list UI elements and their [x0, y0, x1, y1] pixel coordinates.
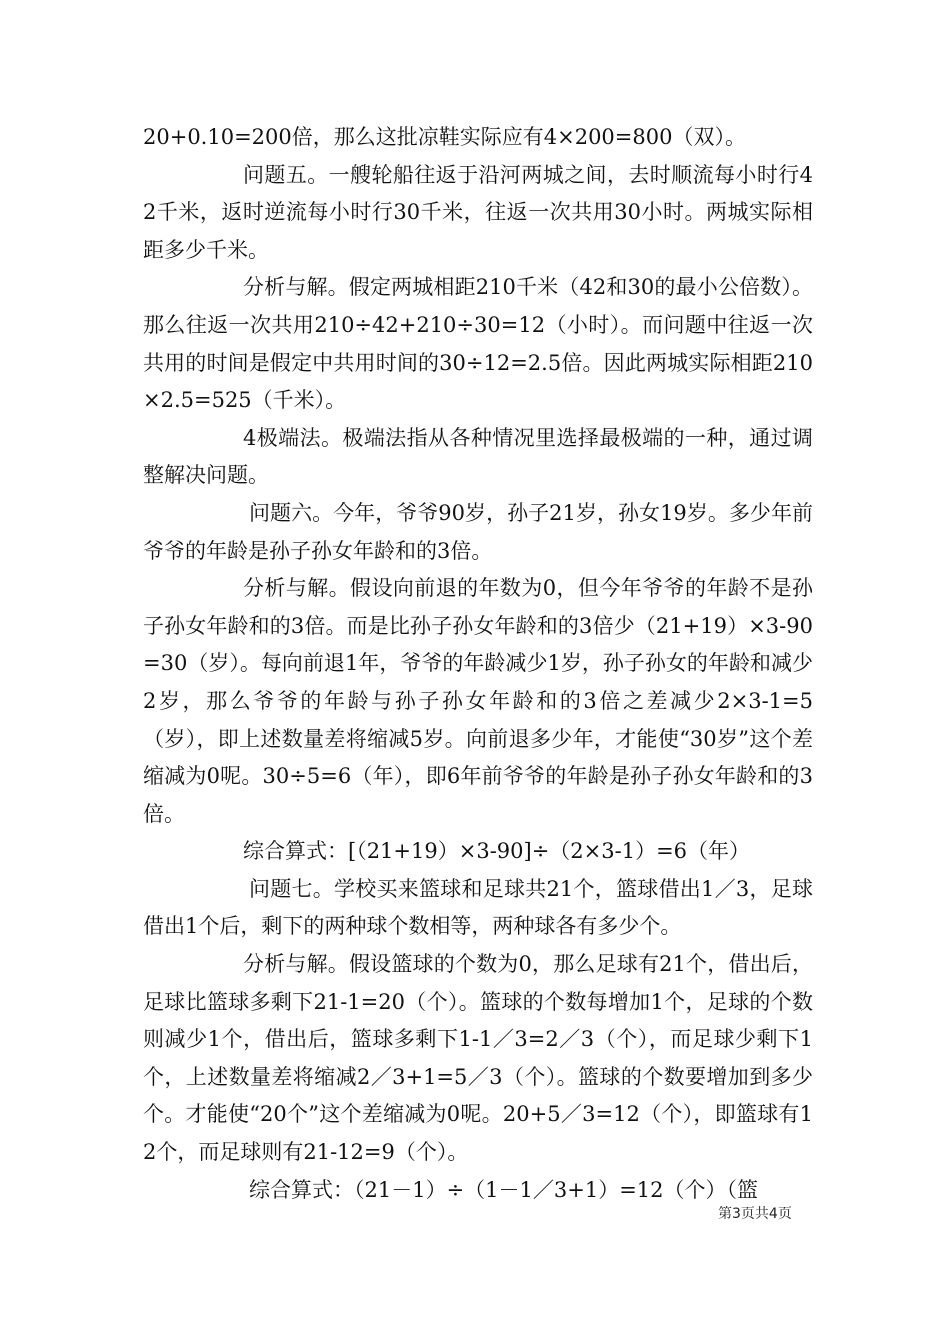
paragraph-extreme-method: 4极端法。极端法指从各种情况里选择最极端的一种，通过调整解决问题。: [143, 425, 813, 488]
paragraph-formula-6: 综合算式：[（21+19）×3-90]÷（2×3-1）=6（年）: [243, 839, 751, 864]
paragraph-problem-5: 问题五。一艘轮船往返于沿河两城之间，去时顺流每小时行42千米，返时逆流每小时行30千米，往返一次共用30小时。两城实际相距多少千米。: [143, 162, 813, 262]
paragraph-problem-6: 问题六。今年，爷爷90岁，孙子21岁，孙女19岁。多少年前爷爷的年龄是孙子孙女年龄和的3倍。: [143, 500, 813, 563]
paragraph-problem-7: 问题七。学校买来篮球和足球共21个，篮球借出1／3，足球借出1个后，剩下的两种球个数相等，两种球各有多少个。: [143, 876, 813, 939]
paragraph-formula-7: 综合算式：（21－1）÷（1－1／3+1）=12（个）（篮: [249, 1177, 759, 1202]
paragraph-analysis-5: 分析与解。假定两城相距210千米（42和30的最小公倍数）。那么往返一次共用210÷42+210÷30=12（小时）。而问题中往返一次共用的时间是假定中共用时间的30÷12=2.5倍。因此两城实际相距210×2.5=525（千米）。: [143, 275, 813, 413]
paragraph-1: 20+0.10=200倍，那么这批凉鞋实际应有4×200=800（双）。: [143, 125, 746, 149]
page-number: 第3页共4页: [718, 1206, 792, 1222]
paragraph-analysis-7: 分析与解。假设篮球的个数为0，那么足球有21个，借出后，足球比篮球多剩下21-1=20（个）。篮球的个数每增加1个，足球的个数则减少1个，借出后，篮球多剩下1-1／3=2／3（个），而足球少剩下1个，上述数量差将缩减2／3+1=5／3（个）。篮球的个数要增加到多少个。才能使“20个”这个差缩减为0呢。20+5／3=12（个），即篮球有12个，而足球则有21-12=9（个）。: [143, 952, 813, 1165]
paragraph-analysis-6: 分析与解。假设向前退的年数为0，但今年爷爷的年龄不是孙子孙女年龄和的3倍。而是比孙子孙女年龄和的3倍少（21+19）×3-90=30（岁）。每向前退1年，爷爷的年龄减少1岁，孙子孙女的年龄和减少2岁，那么爷爷的年龄与孙子孙女年龄和的3倍之差减少2×3-1=5（岁），即上述数量差将缩减5岁。向前退多少年，才能使“30岁”这个差缩减为0呢。30÷5=6（年），即6年前爷爷的年龄是孙子孙女年龄和的3倍。: [143, 576, 813, 826]
document-body: [143, 119, 813, 1209]
